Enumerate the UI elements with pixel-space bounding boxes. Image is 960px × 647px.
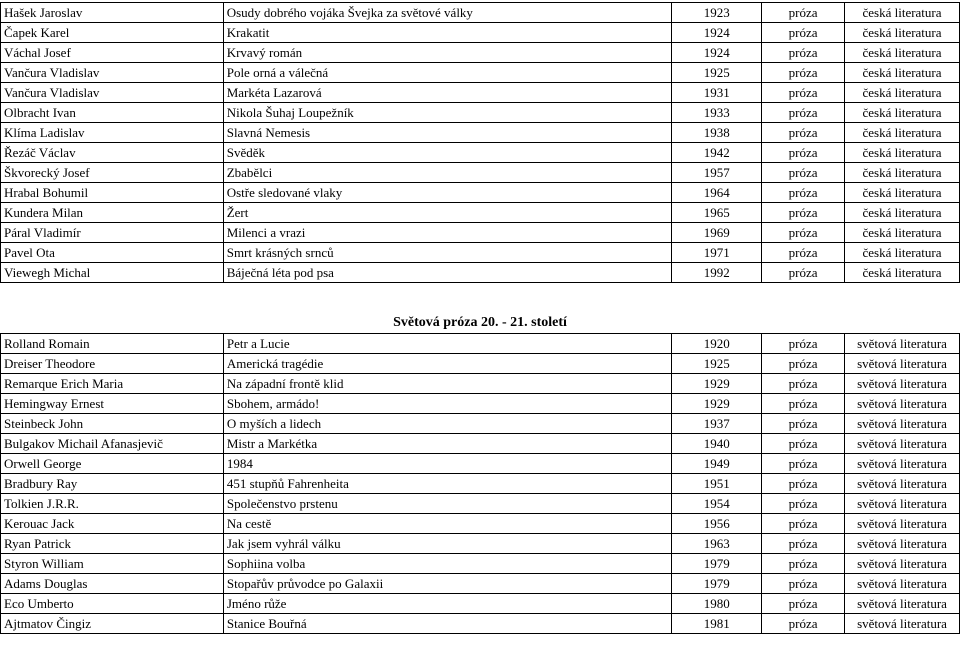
author-cell: Orwell George [1, 454, 224, 474]
czech-literature-table-body [1, 3, 960, 283]
author-cell: Steinbeck John [1, 414, 224, 434]
year-cell: 1920 [672, 334, 762, 354]
literature-cell: světová literatura [845, 614, 960, 634]
title-cell: Na západní frontě klid [223, 374, 671, 394]
literature-cell: světová literatura [845, 414, 960, 434]
year-cell: 1979 [672, 574, 762, 594]
literature-cell: česká literatura [845, 243, 960, 263]
year-cell: 1964 [672, 183, 762, 203]
form-cell: próza [762, 514, 845, 534]
form-cell: próza [762, 103, 845, 123]
author-cell: Adams Douglas [1, 574, 224, 594]
table-row [1, 123, 960, 143]
form-cell: próza [762, 123, 845, 143]
title-cell: Smrt krásných srnců [223, 243, 672, 263]
form-cell: próza [762, 534, 845, 554]
table-row [1, 103, 960, 123]
title-cell: Osudy dobrého vojáka Švejka za světové války [223, 3, 672, 23]
table-row [1, 594, 960, 614]
literature-cell: česká literatura [845, 83, 960, 103]
table-row [1, 334, 960, 354]
table-row [1, 394, 960, 414]
literature-cell: česká literatura [845, 183, 960, 203]
year-cell: 1925 [672, 354, 762, 374]
title-cell: Petr a Lucie [223, 334, 671, 354]
author-cell: Tolkien J.R.R. [1, 494, 224, 514]
title-cell: Pole orná a válečná [223, 63, 672, 83]
table-row [1, 494, 960, 514]
title-cell: Mistr a Markétka [223, 434, 671, 454]
year-cell: 1949 [672, 454, 762, 474]
title-cell: Stanice Bouřná [223, 614, 671, 634]
year-cell: 1925 [672, 63, 762, 83]
author-cell: Rolland Romain [1, 334, 224, 354]
form-cell: próza [762, 574, 845, 594]
table-row [1, 514, 960, 534]
literature-cell: světová literatura [845, 354, 960, 374]
table-row [1, 23, 960, 43]
title-cell: Báječná léta pod psa [223, 263, 672, 283]
title-cell: Jak jsem vyhrál válku [223, 534, 671, 554]
author-cell: Bulgakov Michail Afanasjevič [1, 434, 224, 454]
author-cell: Hemingway Ernest [1, 394, 224, 414]
author-cell: Hašek Jaroslav [1, 3, 224, 23]
year-cell: 1924 [672, 43, 762, 63]
table-row [1, 374, 960, 394]
title-cell: Jméno růže [223, 594, 671, 614]
form-cell: próza [762, 63, 845, 83]
literature-cell: česká literatura [845, 63, 960, 83]
literature-cell: světová literatura [845, 374, 960, 394]
year-cell: 1963 [672, 534, 762, 554]
literature-cell: česká literatura [845, 23, 960, 43]
year-cell: 1957 [672, 163, 762, 183]
author-cell: Váchal Josef [1, 43, 224, 63]
author-cell: Vančura Vladislav [1, 83, 224, 103]
form-cell: próza [762, 454, 845, 474]
literature-cell: světová literatura [845, 534, 960, 554]
form-cell: próza [762, 3, 845, 23]
world-literature-table [0, 333, 960, 634]
title-cell: Americká tragédie [223, 354, 671, 374]
table-row [1, 63, 960, 83]
author-cell: Styron William [1, 554, 224, 574]
title-cell: Žert [223, 203, 672, 223]
title-cell: Sbohem, armádo! [223, 394, 671, 414]
form-cell: próza [762, 394, 845, 414]
author-cell: Vančura Vladislav [1, 63, 224, 83]
year-cell: 1954 [672, 494, 762, 514]
title-cell: Ostře sledované vlaky [223, 183, 672, 203]
form-cell: próza [762, 354, 845, 374]
table-row [1, 183, 960, 203]
author-cell: Řezáč Václav [1, 143, 224, 163]
form-cell: próza [762, 334, 845, 354]
author-cell: Viewegh Michal [1, 263, 224, 283]
literature-cell: česká literatura [845, 3, 960, 23]
year-cell: 1933 [672, 103, 762, 123]
form-cell: próza [762, 263, 845, 283]
year-cell: 1938 [672, 123, 762, 143]
form-cell: próza [762, 83, 845, 103]
title-cell: Zbabělci [223, 163, 672, 183]
title-cell: 1984 [223, 454, 671, 474]
title-cell: Krvavý román [223, 43, 672, 63]
table-row [1, 43, 960, 63]
author-cell: Škvorecký Josef [1, 163, 224, 183]
title-cell: Markéta Lazarová [223, 83, 672, 103]
form-cell: próza [762, 223, 845, 243]
title-cell: Sophiina volba [223, 554, 671, 574]
title-cell: 451 stupňů Fahrenheita [223, 474, 671, 494]
title-cell: Stopařův průvodce po Galaxii [223, 574, 671, 594]
form-cell: próza [762, 243, 845, 263]
year-cell: 1931 [672, 83, 762, 103]
literature-cell: česká literatura [845, 223, 960, 243]
world-prose-heading: Světová próza 20. - 21. století [393, 315, 567, 330]
title-cell: Slavná Nemesis [223, 123, 672, 143]
form-cell: próza [762, 23, 845, 43]
author-cell: Ajtmatov Čingiz [1, 614, 224, 634]
table-row [1, 554, 960, 574]
form-cell: próza [762, 163, 845, 183]
year-cell: 1929 [672, 374, 762, 394]
table-row [1, 574, 960, 594]
form-cell: próza [762, 474, 845, 494]
author-cell: Klíma Ladislav [1, 123, 224, 143]
table-row [1, 454, 960, 474]
author-cell: Ryan Patrick [1, 534, 224, 554]
year-cell: 1969 [672, 223, 762, 243]
literature-cell: světová literatura [845, 334, 960, 354]
literature-cell: česká literatura [845, 263, 960, 283]
year-cell: 1924 [672, 23, 762, 43]
form-cell: próza [762, 43, 845, 63]
author-cell: Hrabal Bohumil [1, 183, 224, 203]
year-cell: 1956 [672, 514, 762, 534]
form-cell: próza [762, 594, 845, 614]
literature-cell: česká literatura [845, 203, 960, 223]
author-cell: Remarque Erich Maria [1, 374, 224, 394]
year-cell: 1992 [672, 263, 762, 283]
form-cell: próza [762, 494, 845, 514]
year-cell: 1979 [672, 554, 762, 574]
form-cell: próza [762, 554, 845, 574]
title-cell: Svěděk [223, 143, 672, 163]
form-cell: próza [762, 434, 845, 454]
table-row [1, 163, 960, 183]
form-cell: próza [762, 374, 845, 394]
author-cell: Pavel Ota [1, 243, 224, 263]
title-cell: Milenci a vrazi [223, 223, 672, 243]
title-cell: Krakatit [223, 23, 672, 43]
table-row [1, 223, 960, 243]
title-cell: Na cestě [223, 514, 671, 534]
czech-literature-table [0, 2, 960, 283]
author-cell: Bradbury Ray [1, 474, 224, 494]
title-cell: Společenstvo prstenu [223, 494, 671, 514]
year-cell: 1923 [672, 3, 762, 23]
table-row [1, 414, 960, 434]
literature-cell: světová literatura [845, 594, 960, 614]
form-cell: próza [762, 203, 845, 223]
literature-cell: česká literatura [845, 103, 960, 123]
literature-cell: světová literatura [845, 554, 960, 574]
form-cell: próza [762, 614, 845, 634]
form-cell: próza [762, 414, 845, 434]
literature-cell: česká literatura [845, 123, 960, 143]
table-row [1, 3, 960, 23]
literature-cell: světová literatura [845, 434, 960, 454]
author-cell: Kundera Milan [1, 203, 224, 223]
table-row [1, 143, 960, 163]
year-cell: 1981 [672, 614, 762, 634]
literature-cell: světová literatura [845, 514, 960, 534]
table-row [1, 203, 960, 223]
author-cell: Čapek Karel [1, 23, 224, 43]
table-row [1, 83, 960, 103]
author-cell: Eco Umberto [1, 594, 224, 614]
table-row [1, 434, 960, 454]
form-cell: próza [762, 143, 845, 163]
table-row [1, 354, 960, 374]
author-cell: Dreiser Theodore [1, 354, 224, 374]
literature-cell: česká literatura [845, 163, 960, 183]
table-row [1, 534, 960, 554]
year-cell: 1965 [672, 203, 762, 223]
literature-cell: česká literatura [845, 143, 960, 163]
author-cell: Kerouac Jack [1, 514, 224, 534]
literature-cell: světová literatura [845, 394, 960, 414]
table-row [1, 474, 960, 494]
literature-cell: česká literatura [845, 43, 960, 63]
title-cell: O myších a lidech [223, 414, 671, 434]
year-cell: 1951 [672, 474, 762, 494]
form-cell: próza [762, 183, 845, 203]
year-cell: 1940 [672, 434, 762, 454]
year-cell: 1929 [672, 394, 762, 414]
title-cell: Nikola Šuhaj Loupežník [223, 103, 672, 123]
literature-cell: světová literatura [845, 474, 960, 494]
table-row [1, 243, 960, 263]
world-literature-table-body [1, 334, 960, 634]
year-cell: 1971 [672, 243, 762, 263]
year-cell: 1937 [672, 414, 762, 434]
table-row [1, 263, 960, 283]
literature-cell: světová literatura [845, 454, 960, 474]
literature-cell: světová literatura [845, 494, 960, 514]
year-cell: 1942 [672, 143, 762, 163]
author-cell: Páral Vladimír [1, 223, 224, 243]
year-cell: 1980 [672, 594, 762, 614]
author-cell: Olbracht Ivan [1, 103, 224, 123]
table-row [1, 614, 960, 634]
literature-cell: světová literatura [845, 574, 960, 594]
